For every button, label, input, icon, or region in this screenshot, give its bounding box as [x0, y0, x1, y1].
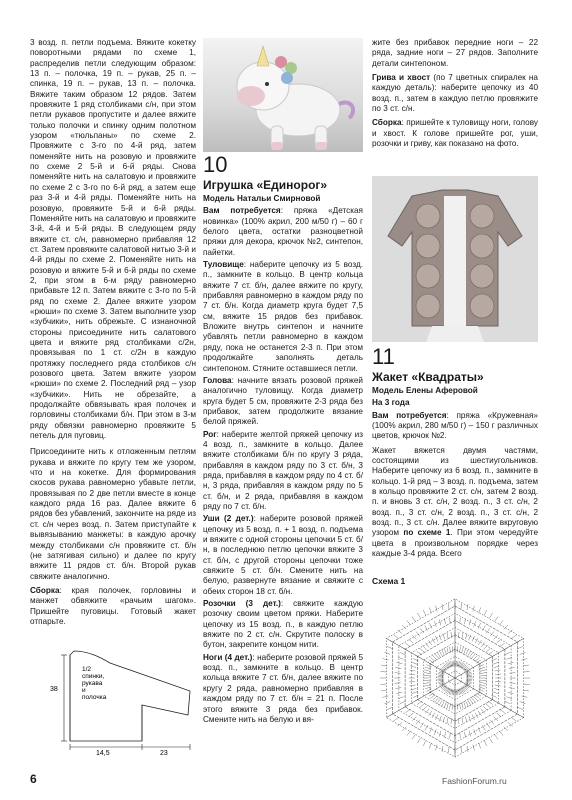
- chart-stitch: [483, 706, 487, 710]
- chart-stitch: [474, 621, 476, 627]
- chart-stitch: [495, 735, 498, 740]
- chart-stitch: [497, 639, 502, 643]
- chart-stitch: [508, 722, 513, 726]
- mane-label: Грива и хвост: [372, 73, 431, 83]
- chart-stitch: [424, 685, 430, 687]
- dimension-23: 23: [160, 750, 168, 757]
- chart-stitch: [395, 668, 401, 669]
- chart-stitch: [481, 675, 487, 676]
- chart-stitch: [444, 702, 446, 708]
- chart-stitch: [465, 732, 466, 738]
- chart-stitch: [439, 635, 441, 641]
- chart-stitch: [467, 746, 468, 752]
- chart-stitch: [425, 725, 428, 730]
- chart-stitch: [460, 618, 461, 624]
- chart-stitch: [385, 702, 391, 704]
- chart-stitch: [454, 689, 455, 695]
- chart-stitch: [409, 682, 415, 683]
- chart-stitch: [470, 652, 473, 657]
- chart-stitch: [518, 707, 524, 710]
- dimension-38: 38: [50, 686, 58, 693]
- chart-stitch: [450, 703, 451, 709]
- diagram-label-3: рукава: [82, 680, 103, 687]
- chart-stitch: [461, 747, 462, 753]
- chart-stitch: [383, 659, 389, 661]
- chart-stitch: [423, 610, 426, 616]
- body-label: Туловище: [203, 260, 244, 270]
- chart-stitch: [456, 661, 457, 667]
- chart-stitch: [429, 608, 431, 614]
- roses-text: : свяжите каждую розочку своим цветом пряжи. Наберите цепочку из 15 возд. п., в каждую петлю вяжите по 2 ст. с/н. Скрутите полоску в бутон, закрепите концом нити.: [203, 599, 363, 650]
- chart-stitch: [478, 689, 483, 692]
- legs-label: Ноги (4 дет.): [203, 652, 253, 662]
- chart-stitch: [446, 663, 449, 668]
- chart-stitch: [466, 649, 469, 654]
- chart-stitch: [436, 636, 439, 642]
- chart-stitch: [524, 684, 530, 685]
- jacket-instructions-text: Жакет вяжется двумя частями, состоящими из шестиугольников. Наберите цепочку из 6 возд. п., замкните в кольцо. 1-й ряд – 3 возд. п. подъема, затем в кольцо провяжите 2 ст. с/н, затем 2 возд. п. и вновь 3 ст. с/н, 2 возд. п., 3 ст. с/н, 2 возд. п., 3 ст. с/н, 2 возд. п., 3 ст. с/н, 2 возд. п., 3 ст. с/н. Далее вяжите вкруговую узором: [372, 445, 538, 538]
- chart-stitch: [456, 689, 457, 695]
- chart-stitch: [512, 635, 517, 638]
- materials-text: : пряжа «Детская новинка» (100% акрил, 200 м/50 г) – 60 г белого цвета, остатки разноцветной пряжи для декора, крючок №2, синтепон, пайетки.: [203, 206, 363, 257]
- column-2: [203, 154, 363, 727]
- chart-stitch: [466, 701, 469, 706]
- jacket-materials-label: Вам потребуется: [372, 410, 447, 420]
- chart-stitch: [409, 713, 414, 717]
- chart-stitch: [481, 680, 487, 681]
- chart-stitch: [505, 652, 510, 655]
- materials-jacket: [372, 411, 538, 442]
- chart-stitch: [442, 701, 445, 706]
- chart-stitch: [394, 718, 399, 721]
- chart-stitch: [512, 718, 517, 721]
- chart-stitch: [488, 652, 493, 655]
- chart-stitch: [465, 671, 471, 674]
- chart-stitch: [409, 674, 415, 675]
- chart-stitch: [504, 625, 508, 629]
- chart-stitch: [469, 635, 471, 641]
- body-text: : наберите цепочку из 5 возд. п., замкните в кольцо. В центр кольца вяжите 7 ст. б/н, далее вяжите по кругу, прибавляя равномерно в каждом ряду по 7 ст. б/н. Когда диаметр круга будет 7,5 см, вяжите 15 рядов без прибавок. Вложите внутрь синтепон и начните убавлять петли равномерно в каждом ряду, пока не останется 2-3 п. При этом продолжайте заполнять деталь синтепоном. Стяните оставшиеся петли.: [203, 260, 363, 373]
- chart-stitch: [490, 738, 493, 743]
- chart-stitch: [400, 701, 405, 704]
- chart-stitch: [452, 661, 453, 667]
- ears-label: Уши (2 дет.): [203, 514, 254, 524]
- chart-stitch: [461, 603, 462, 609]
- chart-stitch: [500, 643, 505, 647]
- chart-stitch: [486, 704, 491, 708]
- chart-stitch: [407, 621, 411, 626]
- chart-stitch: [412, 692, 418, 694]
- chart-stitch: [499, 621, 503, 626]
- chart-stitch: [423, 680, 429, 681]
- chart-stitch: [425, 709, 429, 714]
- chart-stitch: [468, 700, 471, 705]
- chart-stitch: [497, 713, 502, 717]
- chart-stitch: [509, 673, 515, 674]
- chart-stitch: [431, 695, 436, 699]
- chart-stitch: [473, 696, 477, 700]
- chart-stitch: [394, 635, 399, 638]
- chart-stitch: [509, 683, 515, 684]
- chart-stitch: [439, 731, 441, 737]
- chart-stitch: [424, 673, 430, 674]
- chart-stitch: [473, 656, 477, 660]
- chart-stitch: [479, 743, 481, 749]
- chart-stitch: [467, 604, 468, 610]
- jacket-materials-text: : пряжа «Кружевная» (100% акрил, 280 м/50 г) – 150 г различных цветов, крючок №2.: [372, 410, 538, 441]
- chart-stitch: [439, 671, 445, 674]
- chart-stitch: [488, 701, 493, 704]
- chart-stitch: [447, 718, 448, 724]
- diagram-label-5: полочка: [82, 694, 107, 701]
- unicorn-assembly-label: Сборка: [372, 118, 402, 128]
- chart-stitch: [395, 673, 401, 674]
- project-number-10: 10: [203, 152, 228, 177]
- chart-stitch: [495, 674, 501, 675]
- column-1: [30, 38, 196, 629]
- chart-stitch: [387, 646, 393, 649]
- paragraph-yoke: 3 возд. п. петли подъема. Вяжите кокетку поворотными рядами по схеме 1, распределив петли следующим образом: 13 п. – полочка, 19 п. – рукав, 25 п. – спинка, 19 п. – рукав, 13 п. – полочка. Вяжите таким образом 12 рядов. Затем провяжите 1 ряд столбиками с/н, при этом петли рукавов пропустите и далее вяжите только полочки и спинку одним полотном узором «тюльпаны» по схеме 2. Провяжите с 3-го по 4-й ряд, затем поменяйте нить на розовую и провяжите по схеме 2 5-й и 6-й ряды. Снова поменяйте нить на салатовую и провяжите по схеме 2 с 3-го по 6-й ряд, а затем еще раз 3-й и 4-й ряды. Поменяйте нить на розовую, провяжите 5-й и 6-й ряды. Поменяйте нить на салатовую и провяжите 3-й, 4-й и 5-й ряды. В следующем ряду вяжите ст. с/н, равномерно прибавляя 12 ст. Затем провяжите салатовой нитью 3-й и 4-й ряды по схеме 2. Поменяйте нить на розовую и вяжите 5-й и 6-й ряды по схеме 2, при этом в 6-м ряду равномерно прибавьте 12 п. Затем вяжите с 3-го по 5-й ряд по схеме 2. Далее вяжите узором «рюши» по схеме 3. Затем выполните узор «зубчики», нить обрежьте. С изнаночной стороны присоедините нить салатового цвета и вяжите ряд столбиками с/2н, провязывая по 1 ст. с/2н в каждую протяжку последнего ряда столбиков с/н розового цвета. Затем вяжите узором «рюши» по схеме 2. Последний ряд – узор «зубчики». Нить не обрезайте, а продолжайте обвязывать края полочек и горловины столбиками б/н. При этом в 3-м ряду обвязки равномерно провяжите 5 петель для пуговиц.: [30, 38, 196, 441]
- column-3-top: [372, 38, 538, 151]
- chart-stitch: [429, 660, 434, 663]
- ears-section: [203, 514, 363, 597]
- mane-text: (по 7 цветных спиралек на каждую деталь): наберите цепочку из 40 возд. п., затем в каждую петлю провяжите по 3 ст. с/н.: [372, 73, 538, 114]
- chart-stitch: [462, 718, 463, 724]
- chart-stitch: [442, 746, 443, 752]
- chart-stitch: [472, 654, 476, 659]
- chart-stitch: [452, 646, 453, 652]
- chart-stitch: [493, 662, 499, 664]
- chart-stitch: [464, 648, 466, 654]
- chart-stitch: [423, 675, 429, 676]
- chart-stitch: [452, 689, 453, 695]
- model-author-jacket: Модель Елены Аферовой: [372, 386, 478, 395]
- chart-stitch: [422, 706, 426, 710]
- chart-stitch: [450, 647, 451, 653]
- assembly-text: : края полочек, горловины и манжет обвяжите «рачьим шагом». Пришейте пуговицы. Готовый жакет отпарьте.: [30, 585, 196, 626]
- chart-stitch: [450, 618, 451, 624]
- materials-unicorn: [203, 206, 363, 258]
- chart-stitch: [475, 695, 480, 699]
- chart-stitch: [398, 630, 403, 634]
- chart-stitch: [433, 656, 437, 660]
- chart-stitch: [473, 745, 475, 751]
- chart-stitch: [508, 662, 514, 664]
- chart-stitch: [416, 632, 420, 637]
- chart-stitch: [483, 645, 487, 649]
- chart-stitch: [437, 652, 440, 657]
- chart-stitch: [484, 610, 487, 616]
- chart-stitch: [500, 709, 505, 713]
- unicorn-assembly: [372, 118, 538, 149]
- chart-stitch: [494, 717, 498, 721]
- chart-stitch: [420, 648, 425, 652]
- chart-stitch: [381, 665, 387, 666]
- chart-stitch: [423, 741, 426, 747]
- materials-label: Вам потребуется: [203, 206, 281, 216]
- ears-text: : наберите розовой пряжей цепочку из 5 возд. п. + 1 возд. п. подъема и вяжите с одной стороны цепочки 5 ст. б/н, в последнюю петлю цепочки вяжите 3 ст. б/н, с другой стороны цепочки тоже свяжите 5 ст. б/н. Смените нить на белую, развернуте вязание и свяжите с обеих сторон 18 ст. б/н.: [203, 514, 363, 596]
- chart-stitch: [490, 720, 494, 725]
- chart-stitch: [524, 672, 530, 673]
- chart-stitch: [460, 732, 461, 738]
- horn-label: Рог: [203, 429, 217, 439]
- chart-stitch: [462, 703, 464, 709]
- chart-stitch: [426, 665, 431, 668]
- scheme-1-chart: [372, 588, 538, 768]
- chart-stitch: [461, 663, 464, 668]
- scheme-reference: по схеме 1: [403, 528, 451, 538]
- chart-stitch: [442, 604, 443, 610]
- chart-stitch: [410, 670, 416, 671]
- chart-stitch: [465, 683, 471, 686]
- chart-stitch: [436, 745, 438, 751]
- chart-stitch: [397, 692, 403, 694]
- chart-stitch: [468, 651, 471, 656]
- chart-stitch: [433, 696, 437, 700]
- site-watermark: FashionForum.ru: [442, 776, 507, 786]
- diagram-label-2: спинки,: [82, 673, 105, 680]
- chart-stitch: [438, 675, 444, 676]
- chart-stitch: [412, 717, 416, 721]
- pattern-diagram: [30, 645, 200, 757]
- chart-stitch: [479, 608, 481, 614]
- chart-stitch: [429, 693, 434, 696]
- chart-stitch: [447, 703, 449, 709]
- chart-stitch: [451, 718, 452, 724]
- chart-stitch: [412, 617, 415, 622]
- chart-stitch: [495, 682, 501, 683]
- chart-stitch: [387, 707, 393, 710]
- project-number-11: 11: [372, 344, 395, 369]
- chart-stitch: [454, 661, 455, 667]
- roses-label: Розочки (3 дет.): [203, 599, 281, 609]
- chart-stitch: [475, 658, 480, 662]
- chart-stitch: [508, 692, 514, 694]
- chart-stitch: [435, 654, 439, 659]
- chart-stitch: [486, 723, 490, 728]
- chart-stitch: [495, 685, 501, 686]
- chart-stitch: [478, 728, 481, 733]
- head-section: [203, 376, 363, 428]
- unicorn-photo: [203, 38, 363, 152]
- chart-stitch: [410, 685, 416, 686]
- chart-stitch: [417, 701, 422, 704]
- chart-stitch: [522, 659, 528, 661]
- chart-stitch: [472, 636, 475, 642]
- chart-stitch: [484, 741, 487, 747]
- scheme-1-title: Схема 1: [372, 576, 406, 586]
- jacket-photo: [372, 176, 538, 342]
- chart-stitch: [424, 683, 430, 684]
- roses-section: [203, 599, 363, 651]
- chart-stitch: [522, 696, 528, 698]
- chart-stitch: [493, 692, 499, 694]
- chart-stitch: [443, 633, 445, 639]
- unicorn-assembly-text: : пришейте к туловищу ноги, голову и хвост. К голове пришейте рог, уши, розочки и гриву, как показано на фото.: [372, 118, 538, 149]
- chart-stitch: [405, 709, 410, 713]
- chart-stitch: [437, 699, 440, 704]
- chart-stitch: [465, 633, 467, 639]
- chart-stitch: [481, 643, 485, 648]
- chart-stitch: [480, 670, 486, 672]
- chart-stitch: [426, 689, 431, 692]
- body-section: [203, 260, 363, 374]
- chart-stitch: [499, 731, 503, 736]
- chart-stitch: [452, 704, 453, 710]
- chart-stitch: [480, 683, 486, 684]
- chart-stitch: [460, 688, 463, 694]
- project-title-jacket: Жакет «Квадраты»: [372, 370, 484, 384]
- chart-stitch: [457, 704, 458, 710]
- chart-stitch: [470, 699, 473, 704]
- chart-stitch: [450, 732, 451, 738]
- chart-stitch: [486, 648, 491, 652]
- chart-stitch: [464, 702, 466, 708]
- chart-stitch: [495, 670, 501, 671]
- head-text: : начните вязать розовой пряжей аналогично туловищу. Когда диаметр круга будет 5 см, провяжите 2-3 ряда без прибавок, затем продолжите вязание белой пряжей.: [203, 375, 363, 427]
- chart-stitch: [422, 645, 426, 649]
- chart-stitch: [478, 665, 483, 668]
- chart-stitch: [490, 613, 493, 618]
- chart-stitch: [397, 662, 403, 664]
- chart-stitch: [417, 652, 422, 655]
- column-3-bottom: [372, 344, 538, 562]
- chart-stitch: [457, 661, 458, 667]
- chart-stitch: [442, 649, 445, 654]
- chart-stitch: [385, 652, 391, 654]
- horn-section: [203, 430, 363, 513]
- chart-stitch: [480, 685, 486, 687]
- chart-stitch: [435, 698, 439, 703]
- chart-stitch: [449, 747, 450, 753]
- chart-stitch: [395, 688, 401, 689]
- age-label: На 3 года: [372, 398, 410, 408]
- chart-stitch: [505, 701, 510, 704]
- assembly-label: Сборка: [30, 585, 60, 595]
- chart-stitch: [481, 709, 485, 714]
- chart-stitch: [418, 738, 421, 743]
- chart-stitch: [381, 690, 387, 691]
- chart-stitch: [475, 638, 478, 643]
- chart-stitch: [509, 688, 515, 689]
- jacket-instructions: [372, 446, 538, 560]
- chart-stitch: [472, 698, 476, 703]
- chart-stitch: [420, 704, 425, 708]
- chart-stitch: [457, 689, 458, 695]
- chart-stitch: [436, 606, 438, 612]
- chart-stitch: [520, 652, 526, 654]
- chart-stitch: [400, 652, 405, 655]
- chart-stitch: [523, 690, 529, 691]
- chart-stitch: [424, 670, 430, 672]
- chart-stitch: [420, 628, 424, 633]
- chart-stitch: [439, 651, 442, 656]
- page-number: 6: [30, 772, 37, 786]
- dimension-14-5: 14,5: [96, 750, 110, 757]
- chart-stitch: [462, 633, 463, 639]
- chart-stitch: [412, 735, 415, 740]
- chart-stitch: [439, 683, 445, 686]
- chart-stitch: [439, 700, 442, 705]
- chart-stitch: [460, 703, 461, 709]
- chart-stitch: [473, 606, 475, 612]
- chart-stitch: [518, 646, 524, 649]
- chart-stitch: [431, 658, 436, 662]
- chart-stitch: [523, 665, 529, 666]
- chart-stitch: [446, 688, 449, 693]
- chart-stitch: [494, 666, 500, 668]
- jacket-instructions-end: . При этом чередуйте цвета в произвольном порядке через каждые 3-4 ряда. Всего: [372, 528, 538, 559]
- chart-stitch: [429, 623, 432, 628]
- chart-stitch: [418, 613, 421, 618]
- chart-stitch: [460, 647, 461, 653]
- mane-section: [372, 73, 538, 114]
- chart-stitch: [395, 683, 401, 684]
- legs-section: [203, 653, 363, 725]
- chart-stitch: [434, 729, 436, 735]
- chart-stitch: [466, 680, 472, 681]
- chart-stitch: [444, 648, 446, 654]
- chart-stitch: [480, 673, 486, 674]
- chart-stitch: [380, 672, 386, 673]
- chart-stitch: [383, 696, 389, 698]
- chart-stitch: [402, 625, 406, 629]
- horn-text: : наберите желтой пряжей цепочку из 4 возд. п., замкните в кольцо. Далее вяжите столбиками б/н по кругу 3 ряда, прибавляя в каждом ряду по 3 ст. б/н, 3 ряда, прибавляя в каждом ряду по 4 ст. б/н, 3 ряда, прибавляя в каждом ряду по 5 ст. б/н, и 2 ряда, прибавляя в каждом ряду по 7 ст. б/н.: [203, 429, 363, 511]
- chart-stitch: [412, 662, 418, 664]
- diagram-label-1: 1/2: [82, 666, 92, 673]
- paragraph-sleeve: Присоедините нить к отложенным петлям рукава и вяжите по кругу тем же узором, что и на кокетке. Для формирования скосов рукава равномерно убавьте петли, провязывая по 2 две петли вместе в конце каждого ряда 16 раз. Далее вяжите 6 рядов без убавлений, закончите на ряде из ст. с/н через возд. п. Затем приступайте к вывязыванию манжеты: в каждую арочку между столбиками с/н провяжите ст. б/н (не затягивая сильно) и далее по кругу вяжите 11 рядов ст. б/н. Второй рукав свяжите аналогично.: [30, 447, 196, 581]
- chart-stitch: [461, 688, 464, 693]
- chart-stitch: [438, 680, 444, 681]
- chart-stitch: [409, 639, 414, 643]
- chart-stitch: [457, 646, 458, 652]
- legs-continued: жите без прибавок передние ноги – 22 ряда, задние ноги – 27 рядов. Заполните детали синтепоном.: [372, 38, 538, 68]
- chart-stitch: [462, 647, 464, 653]
- chart-stitch: [466, 675, 472, 676]
- chart-stitch: [495, 617, 498, 622]
- chart-stitch: [520, 702, 526, 704]
- legs-text: : наберите розовой пряжей 5 возд. п., замкните в кольцо. В центр кольца вяжите 7 ст. б/н, далее вяжите по кругу 2 ряда, равномерно прибавляя в каждом ряду по 7 ст. б/н = 21 п. После этого вяжите 3 ряда без прибавок. Смените нить на белую и вя-: [203, 652, 363, 724]
- chart-stitch: [429, 743, 431, 749]
- diagram-label-4: и: [82, 687, 86, 694]
- paragraph-assembly: [30, 586, 196, 627]
- chart-stitch: [449, 603, 450, 609]
- head-label: Голова: [203, 375, 232, 385]
- chart-stitch: [469, 731, 471, 737]
- chart-stitch: [405, 643, 410, 647]
- chart-stitch: [407, 731, 411, 736]
- chart-stitch: [429, 711, 432, 716]
- chart-stitch: [447, 647, 449, 653]
- chart-stitch: [447, 633, 448, 639]
- chart-stitch: [509, 668, 515, 669]
- chart-stitch: [425, 643, 429, 648]
- chart-stitch: [410, 666, 416, 668]
- model-author-unicorn: Модель Натальи Смирновой: [203, 194, 321, 203]
- chart-stitch: [380, 684, 386, 685]
- chart-stitch: [478, 711, 481, 716]
- project-title-unicorn: Игрушка «Единорог»: [203, 178, 328, 192]
